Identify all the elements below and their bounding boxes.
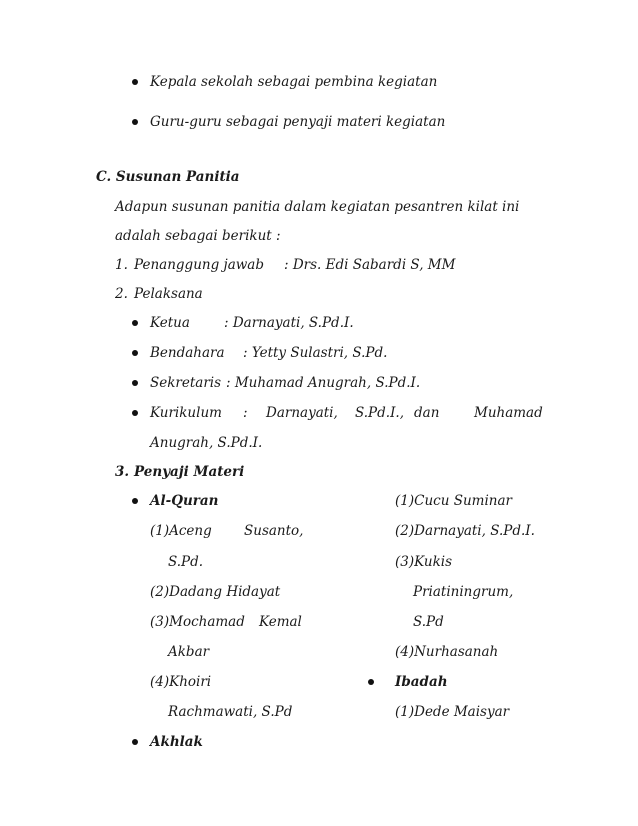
bendahara-role: Bendahara (150, 345, 225, 361)
alquran-person-1a: (1)Aceng (150, 523, 212, 539)
item-2-number: 2. (115, 286, 128, 302)
ibadah-title: Ibadah (395, 674, 448, 690)
item-1-value: : Drs. Edi Sabardi S, MM (284, 257, 456, 273)
bullet-icon (132, 410, 138, 416)
sekretaris-value: : Muhamad Anugrah, S.Pd.I. (226, 375, 421, 391)
bullet-icon (132, 119, 138, 125)
bullet-icon (132, 739, 138, 745)
alquran-person-4b: Rachmawati, S.Pd (168, 704, 293, 720)
kurikulum-role: Kurikulum (150, 405, 222, 421)
ketua-role: Ketua (150, 315, 190, 331)
item-3-number: 3. (115, 464, 130, 480)
alquran-person-3a: (3)Mochamad (150, 614, 245, 630)
intro-bullet-2: Guru-guru sebagai penyaji materi kegiatan (150, 114, 446, 130)
item-3-label: Penyaji Materi (134, 464, 245, 480)
kurikulum-colon: : (243, 405, 248, 421)
bullet-icon (132, 350, 138, 356)
right-person-1: (1)Cucu Suminar (395, 493, 512, 509)
alquran-title: Al-Quran (150, 493, 219, 509)
right-person-3a: (3)Kukis (395, 554, 453, 570)
akhlak-title: Akhlak (150, 734, 203, 750)
kurikulum-name-2-rest: Anugrah, S.Pd.I. (150, 435, 263, 451)
bullet-icon (132, 320, 138, 326)
item-2-label: Pelaksana (134, 286, 203, 302)
bendahara-value: : Yetty Sulastri, S.Pd. (243, 345, 388, 361)
alquran-person-3b: Kemal (259, 614, 302, 630)
ibadah-person-1: (1)Dede Maisyar (395, 704, 510, 720)
section-c-paragraph-line-1: Adapun susunan panitia dalam kegiatan pesantren kilat ini (115, 199, 520, 215)
right-person-2: (2)Darnayati, S.Pd.I. (395, 523, 535, 539)
right-person-4: (4)Nurhasanah (395, 644, 499, 660)
kurikulum-name-1-title: S.Pd.I., (355, 405, 404, 421)
bullet-icon (132, 79, 138, 85)
section-c-paragraph-line-2: adalah sebagai berikut : (115, 228, 281, 244)
bullet-icon (132, 380, 138, 386)
item-1-number: 1. (115, 257, 128, 273)
ketua-value: : Darnayati, S.Pd.I. (224, 315, 354, 331)
right-person-3b: Priatiningrum, (413, 584, 514, 600)
intro-bullet-1: Kepala sekolah sebagai pembina kegiatan (150, 74, 438, 90)
bullet-icon (368, 679, 374, 685)
sekretaris-role: Sekretaris (150, 375, 222, 391)
alquran-person-1b: Susanto, (244, 523, 304, 539)
alquran-person-1c: S.Pd. (168, 554, 204, 570)
item-1-label: Penanggung jawab (134, 257, 264, 273)
alquran-person-3c: Akbar (168, 644, 210, 660)
kurikulum-conj: dan (414, 405, 440, 421)
alquran-person-4a: (4)Khoiri (150, 674, 212, 690)
right-person-3c: S.Pd (413, 614, 444, 630)
kurikulum-name-2-first: Muhamad (474, 405, 543, 421)
alquran-person-2: (2)Dadang Hidayat (150, 584, 281, 600)
bullet-icon (132, 498, 138, 504)
section-c-heading: C. Susunan Panitia (96, 169, 240, 185)
kurikulum-name-1: Darnayati, (266, 405, 338, 421)
